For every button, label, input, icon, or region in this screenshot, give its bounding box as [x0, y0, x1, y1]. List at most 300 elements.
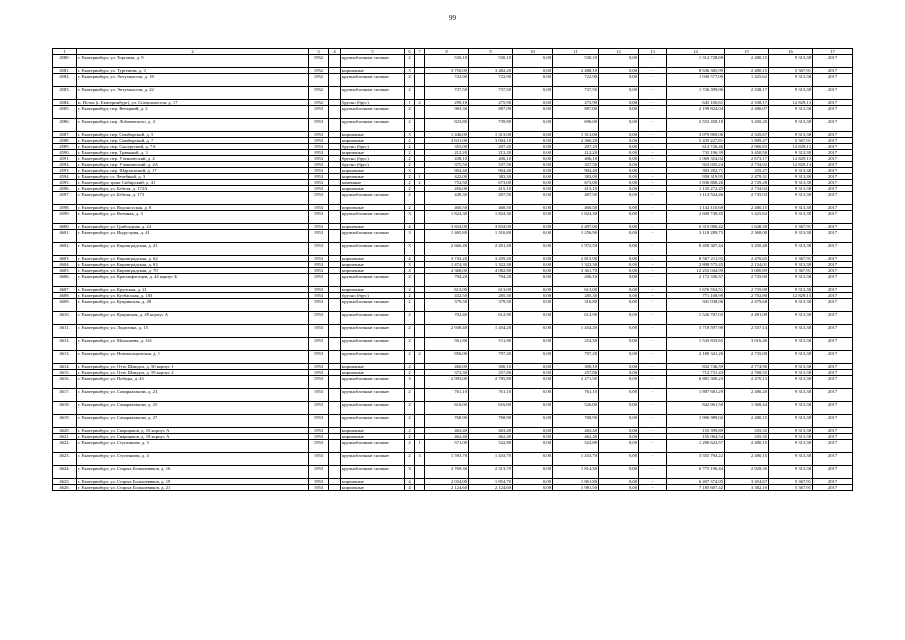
row-number: 4602. — [53, 243, 77, 256]
year-cell: 2017 — [813, 389, 853, 402]
area-cell: 0,00 — [599, 370, 639, 376]
value-cell: 9 313,38 — [769, 287, 813, 293]
row-number: 4597. — [53, 192, 77, 205]
column-header: 6 — [405, 49, 415, 55]
year-built-cell: 1953 — [309, 338, 329, 351]
dash-cell: - — [639, 402, 667, 415]
dash-cell: - — [639, 299, 667, 312]
table-row — [53, 211, 853, 224]
wall-material-cell: кирпичные — [341, 262, 405, 268]
row-number: 4625. — [53, 479, 77, 485]
area-cell: 1 256,90 — [553, 230, 599, 243]
col7-cell — [415, 389, 425, 402]
wall-material-cell: кирпичные — [341, 256, 405, 262]
col4-cell — [329, 312, 341, 325]
year-built-cell: 1953 — [309, 230, 329, 243]
wall-material-cell: крупноблочные силикат — [341, 415, 405, 428]
col7-cell — [415, 299, 425, 312]
wall-material-cell: каменные — [341, 180, 405, 186]
floors-cell: 2 — [405, 402, 415, 415]
area-cell: 794,20 — [469, 274, 513, 287]
col7-cell: 2 — [415, 100, 425, 106]
floors-cell: 2 — [405, 274, 415, 287]
wall-material-cell: кирпичные — [341, 434, 405, 440]
dash-cell: - — [639, 256, 667, 262]
area-cell: 887,00 — [469, 106, 513, 119]
value-cell: 9 313,38 — [769, 434, 813, 440]
dash-cell: - — [639, 138, 667, 144]
year-built-cell: 1953 — [309, 312, 329, 325]
wall-material-cell: кирпичные — [341, 428, 405, 434]
area-cell: 1 454,20 — [553, 325, 599, 338]
area-cell: 1 454,20 — [469, 325, 513, 338]
area-cell: 207,20 — [469, 144, 513, 150]
year-built-cell: 1953 — [309, 293, 329, 299]
area-cell: 0,00 — [599, 138, 639, 144]
dash-cell: - — [639, 312, 667, 325]
wall-material-cell: крупноблочные силикат — [341, 351, 405, 364]
address-cell: г. Екатеринбург, ул. Эптухинстов, д. 18 — [77, 74, 309, 87]
area-cell: 0,00 — [599, 262, 639, 268]
address-cell: г. Екатеринбург, ул. Эптухинстов, д. 22 — [77, 87, 309, 100]
value-cell: 9 313,38 — [769, 132, 813, 138]
year-cell: 2017 — [813, 87, 853, 100]
value-cell: 9 313,38 — [769, 230, 813, 243]
area-cell: 0,00 — [513, 440, 553, 453]
cost-cell: 832 746,59 — [667, 364, 725, 370]
year-cell: 2017 — [813, 402, 853, 415]
col4-cell — [329, 376, 341, 389]
area-cell: 0,00 — [513, 144, 553, 150]
total-area-cell: 379,50 — [425, 299, 469, 312]
row-number: 4584. — [53, 100, 77, 106]
floors-cell: 2 — [405, 370, 415, 376]
area-cell: 0,00 — [599, 87, 639, 100]
column-header: 2 — [77, 49, 309, 55]
cost-cell: 1 030 577,09 — [667, 74, 725, 87]
dash-cell: - — [639, 119, 667, 132]
col4-cell — [329, 453, 341, 466]
area-cell: 0,00 — [513, 338, 553, 351]
address-cell: г. Екатеринбург, ул. Отто Шмидта, д. 50 корпус 1 — [77, 364, 309, 370]
area-cell: 0,00 — [513, 268, 553, 274]
year-cell: 2017 — [813, 205, 853, 211]
wall-material-cell: кирпичные — [341, 205, 405, 211]
cost-cell: 6 775 196,44 — [667, 466, 725, 479]
wall-material-cell: кирпичные — [341, 168, 405, 174]
total-area-cell: 752,50 — [425, 180, 469, 186]
row-number: 4604. — [53, 262, 77, 268]
table-row — [53, 230, 853, 243]
area-cell: 612,90 — [469, 312, 513, 325]
area-cell: 0,00 — [513, 168, 553, 174]
row-number: 4614. — [53, 364, 77, 370]
area-cell: 0,00 — [513, 466, 553, 479]
area-cell: 2 451,40 — [469, 243, 513, 256]
cost-cell: 1 726 399,06 — [667, 87, 725, 100]
year-built-cell: 1953 — [309, 256, 329, 262]
floors-cell: 2 — [405, 87, 415, 100]
row-number: 4607. — [53, 287, 77, 293]
wall-material-cell: крупноблочные силикат — [341, 453, 405, 466]
area-cell: 0,00 — [599, 106, 639, 119]
year-cell: 2017 — [813, 68, 853, 74]
area-cell: 904,40 — [553, 168, 599, 174]
year-built-cell: 1953 — [309, 262, 329, 268]
dash-cell: - — [639, 479, 667, 485]
total-area-cell: 2 034,00 — [425, 479, 469, 485]
floors-cell: 2 — [405, 415, 415, 428]
value-cell: 2 702,80 — [725, 293, 769, 299]
area-cell: 0,00 — [513, 293, 553, 299]
area-cell: 613,00 — [469, 287, 513, 293]
col7-cell — [415, 325, 425, 338]
area-cell: 3 834,00 — [469, 224, 513, 230]
table-row — [53, 415, 853, 428]
floors-cell: 2 — [405, 174, 415, 180]
row-number: 4611. — [53, 325, 77, 338]
wall-material-cell: кирпичные — [341, 174, 405, 180]
area-cell: 2 488,10 — [553, 68, 599, 74]
wall-material-cell: кирпичные — [341, 150, 405, 156]
year-cell: 2017 — [813, 312, 853, 325]
area-cell: 0,00 — [513, 453, 553, 466]
area-cell: 0,00 — [599, 192, 639, 205]
table-row — [53, 87, 853, 100]
dash-cell: - — [639, 186, 667, 192]
area-cell: 407,50 — [553, 192, 599, 205]
total-area-cell: 449,30 — [425, 192, 469, 205]
year-built-cell: 1953 — [309, 150, 329, 156]
area-cell: 0,00 — [599, 100, 639, 106]
wall-material-cell: крупноблочные силикат — [341, 87, 405, 100]
area-cell: 4 082,80 — [469, 268, 513, 274]
address-cell: г. Екатеринбург, ул. Самарказакова, д. 27 — [77, 415, 309, 428]
wall-material-cell: крупноблочные силикат — [341, 376, 405, 389]
wall-material-cell: крупноблочные силикат — [341, 230, 405, 243]
year-built-cell: 1953 — [309, 205, 329, 211]
area-cell: 460,50 — [469, 205, 513, 211]
cost-cell: 1 135 272,45 — [667, 186, 725, 192]
area-cell: 0,00 — [599, 389, 639, 402]
area-cell: 0,00 — [513, 205, 553, 211]
row-number: 4582. — [53, 74, 77, 87]
year-cell: 2017 — [813, 156, 853, 162]
year-built-cell: 1953 — [309, 168, 329, 174]
area-cell: 887,00 — [553, 106, 599, 119]
area-cell: 0,00 — [513, 174, 553, 180]
area-cell: 0,00 — [599, 325, 639, 338]
area-cell: 0,00 — [599, 119, 639, 132]
wall-material-cell: крупноблочные силикат — [341, 440, 405, 453]
area-cell: 0,00 — [599, 68, 639, 74]
year-cell: 2017 — [813, 453, 853, 466]
row-number: 4585. — [53, 106, 77, 119]
table-row — [53, 192, 853, 205]
year-cell: 2017 — [813, 144, 853, 150]
year-cell: 2017 — [813, 256, 853, 262]
value-cell: 2 735,00 — [725, 287, 769, 293]
value-cell: 2 470,13 — [725, 376, 769, 389]
value-cell: 2 338,17 — [725, 100, 769, 106]
cost-cell: 1 887 681,29 — [667, 389, 725, 402]
area-cell: 0,00 — [599, 156, 639, 162]
dash-cell: - — [639, 168, 667, 174]
dash-cell: - — [639, 174, 667, 180]
value-cell: 2 480,15 — [725, 440, 769, 453]
area-cell: 1 316,80 — [469, 230, 513, 243]
year-built-cell: 1953 — [309, 466, 329, 479]
value-cell: 2 768,55 — [725, 370, 769, 376]
wall-material-cell: кирпичные — [341, 68, 405, 74]
floors-cell: 2 — [405, 293, 415, 299]
cost-cell: 1 069 354,04 — [667, 156, 725, 162]
value-cell: 9 313,38 — [769, 440, 813, 453]
row-number: 4596. — [53, 186, 77, 192]
wall-material-cell: крупноблочные силикат — [341, 74, 405, 87]
value-cell: 2 480,15 — [725, 55, 769, 68]
floors-cell: 2 — [405, 106, 415, 119]
col7-cell — [415, 55, 425, 68]
col4-cell — [329, 466, 341, 479]
cost-cell: 1 906 989,02 — [667, 415, 725, 428]
year-built-cell: 1953 — [309, 364, 329, 370]
area-cell: 0,00 — [513, 55, 553, 68]
year-built-cell: 1952 — [309, 74, 329, 87]
address-cell: г. Екатеринбург, ул. Тургенева, д. 3 — [77, 68, 309, 74]
area-cell: 460,50 — [553, 205, 599, 211]
column-header: 16 — [769, 49, 813, 55]
area-cell: 0,00 — [513, 287, 553, 293]
total-area-cell: 438,10 — [425, 156, 469, 162]
value-cell: 2 476,65 — [725, 256, 769, 262]
wall-material-cell: кирпичные — [341, 138, 405, 144]
col4-cell — [329, 119, 341, 132]
value-cell: 9 313,38 — [769, 415, 813, 428]
wall-material-cell: брусно (брус) — [341, 162, 405, 168]
value-cell: 5 367,91 — [769, 256, 813, 262]
area-cell: 0,00 — [513, 87, 553, 100]
floors-cell: 4 — [405, 485, 415, 491]
total-area-cell: 1 465,80 — [425, 230, 469, 243]
dash-cell: - — [639, 434, 667, 440]
value-cell: 1 425,62 — [725, 211, 769, 224]
area-cell: 797,20 — [469, 351, 513, 364]
area-cell: 0,00 — [513, 119, 553, 132]
year-built-cell: 1953 — [309, 138, 329, 144]
col4-cell — [329, 211, 341, 224]
value-cell: 2 966,83 — [725, 144, 769, 150]
address-cell: г. Екатеринбург, ул. Водоносская, д. 8 — [77, 205, 309, 211]
year-cell: 2017 — [813, 138, 853, 144]
value-cell: 9 313,38 — [769, 370, 813, 376]
value-cell: 2 480,07 — [725, 106, 769, 119]
col4-cell — [329, 106, 341, 119]
address-cell: г. Екатеринбург, пер. Ученический, д. 4А — [77, 162, 309, 168]
year-cell: 2017 — [813, 325, 853, 338]
total-area-cell: 463,40 — [425, 428, 469, 434]
year-cell: 2017 — [813, 74, 853, 87]
year-cell: 2017 — [813, 370, 853, 376]
cost-cell: 732 196,39 — [667, 150, 725, 156]
dash-cell: - — [639, 156, 667, 162]
area-cell: 0,00 — [513, 434, 553, 440]
col7-cell — [415, 119, 425, 132]
value-cell: 2 673,17 — [725, 156, 769, 162]
area-cell: 0,00 — [599, 205, 639, 211]
year-cell: 2017 — [813, 299, 853, 312]
dash-cell: - — [639, 55, 667, 68]
row-number: 4598. — [53, 205, 77, 211]
total-area-cell: 3 834,00 — [425, 224, 469, 230]
area-cell: 0,00 — [513, 370, 553, 376]
dash-cell: - — [639, 325, 667, 338]
value-cell: 12 829,13 — [769, 293, 813, 299]
col4-cell — [329, 338, 341, 351]
address-cell: г. Екатеринбург, ул. Ступенкова, д. 4 — [77, 453, 309, 466]
area-cell: 0,00 — [599, 180, 639, 186]
dash-cell: - — [639, 293, 667, 299]
table-row — [53, 299, 853, 312]
row-number: 4621. — [53, 434, 77, 440]
area-cell: 285,30 — [469, 293, 513, 299]
area-cell: 673,00 — [553, 180, 599, 186]
area-cell: 0,00 — [513, 162, 553, 168]
address-cell: г. Екатеринбург, ул. Грибоедова, д. 24 — [77, 224, 309, 230]
dash-cell: - — [639, 243, 667, 256]
col7-cell — [415, 466, 425, 479]
year-cell: 2017 — [813, 168, 853, 174]
row-number: 4617. — [53, 389, 77, 402]
area-cell: 1 824,30 — [469, 211, 513, 224]
dash-cell: - — [639, 364, 667, 370]
year-built-cell: 1953 — [309, 243, 329, 256]
wall-material-cell: крупноблочные силикат — [341, 243, 405, 256]
cost-cell: 5 435 227,81 — [667, 138, 725, 144]
area-cell: 522,80 — [469, 440, 513, 453]
floors-cell: 3 — [405, 262, 415, 268]
table-row — [53, 74, 853, 87]
floors-cell: 2 — [405, 150, 415, 156]
column-header: 1 — [53, 49, 77, 55]
cost-cell: 1 526 787,03 — [667, 312, 725, 325]
year-cell: 2017 — [813, 287, 853, 293]
table-row — [53, 338, 853, 351]
wall-material-cell: кирпичные — [341, 485, 405, 491]
row-number: 4620. — [53, 428, 77, 434]
page-number: 99 — [449, 14, 456, 22]
address-cell: г. Екатеринбург, пер. Симбирский, д. 5 — [77, 132, 309, 138]
year-built-cell: 1953 — [309, 415, 329, 428]
floors-cell: 4 — [405, 224, 415, 230]
area-cell: 3 004,10 — [469, 138, 513, 144]
wall-material-cell: брусно (брус) — [341, 144, 405, 150]
value-cell: 9 313,38 — [769, 338, 813, 351]
col4-cell — [329, 325, 341, 338]
value-cell: 1 425,62 — [725, 74, 769, 87]
cost-cell: 1 676 554,51 — [667, 287, 725, 293]
cost-cell: 303 282,71 — [667, 168, 725, 174]
address-cell: г. Екатеринбург, пер. Ученический, д. 4 — [77, 156, 309, 162]
cost-cell: 1 836 808,26 — [667, 180, 725, 186]
floors-cell: 2 — [405, 287, 415, 293]
total-area-cell: 2 666,40 — [425, 243, 469, 256]
address-cell: г. Екатеринбург, ст. Лечебный, д. 3 — [77, 174, 309, 180]
value-cell: 9 313,38 — [769, 150, 813, 156]
row-number: 4623. — [53, 453, 77, 466]
area-cell: 526,00 — [553, 402, 599, 415]
year-built-cell: 1953 — [309, 402, 329, 415]
year-built-cell: 1953 — [309, 162, 329, 168]
area-cell: 275,90 — [469, 100, 513, 106]
year-cell: 2017 — [813, 211, 853, 224]
value-cell: 9 313,38 — [769, 186, 813, 192]
dash-cell: - — [639, 205, 667, 211]
wall-material-cell: кирпичные — [341, 479, 405, 485]
area-cell: 0,00 — [599, 144, 639, 150]
area-cell: 0,00 — [513, 364, 553, 370]
area-cell: 3 361,70 — [553, 268, 599, 274]
total-area-cell: 373,30 — [425, 370, 469, 376]
address-cell: г. Екатеринбург, ул. Самарказакова, д. 25 — [77, 402, 309, 415]
total-area-cell: 571,00 — [425, 440, 469, 453]
value-cell: 1 368,44 — [725, 402, 769, 415]
year-cell: 2017 — [813, 434, 853, 440]
year-cell: 2017 — [813, 338, 853, 351]
area-cell: 1 433,70 — [553, 453, 599, 466]
area-cell: 0,00 — [599, 376, 639, 389]
row-number: 4624. — [53, 466, 77, 479]
area-cell: 1 972,50 — [553, 243, 599, 256]
value-cell: 2 479,31 — [725, 174, 769, 180]
row-number: 4594. — [53, 174, 77, 180]
area-cell: 0,00 — [599, 274, 639, 287]
value-cell: 5 367,91 — [769, 485, 813, 491]
cost-cell: 155 399,89 — [667, 428, 725, 434]
address-cell: г. Екатеринбург, ул. Военная, д. 3 — [77, 211, 309, 224]
dash-cell: - — [639, 74, 667, 87]
floors-cell: 3 — [405, 168, 415, 174]
value-cell: 5 367,91 — [769, 68, 813, 74]
floors-cell: 1 — [405, 100, 415, 106]
area-cell: 0,00 — [599, 150, 639, 156]
row-number: 4619. — [53, 415, 77, 428]
row-number: 4587. — [53, 132, 77, 138]
dash-cell: - — [639, 466, 667, 479]
column-header: 7 — [415, 49, 425, 55]
wall-material-cell: кирпичные — [341, 186, 405, 192]
area-cell: 407,50 — [469, 192, 513, 205]
floors-cell: 3 — [405, 132, 415, 138]
area-cell: 0,00 — [513, 106, 553, 119]
cost-cell: 842 961,50 — [667, 402, 725, 415]
total-area-cell: 904,40 — [425, 168, 469, 174]
cost-cell: 8 567 211,93 — [667, 256, 725, 262]
dash-cell: - — [639, 144, 667, 150]
dash-cell: - — [639, 68, 667, 74]
year-cell: 2017 — [813, 150, 853, 156]
total-area-cell: 432,50 — [425, 293, 469, 299]
total-area-cell: 3 631,00 — [425, 138, 469, 144]
wall-material-cell: брусно (брус) — [341, 100, 405, 106]
value-cell: 2 479,68 — [725, 299, 769, 312]
row-number: 4609. — [53, 299, 77, 312]
dash-cell: - — [639, 338, 667, 351]
row-number: 4622. — [53, 440, 77, 453]
address-cell: г. Екатеринбург, пер. Шарташский, д. 17 — [77, 168, 309, 174]
value-cell: 9 313,38 — [769, 428, 813, 434]
area-cell: 0,00 — [599, 434, 639, 440]
